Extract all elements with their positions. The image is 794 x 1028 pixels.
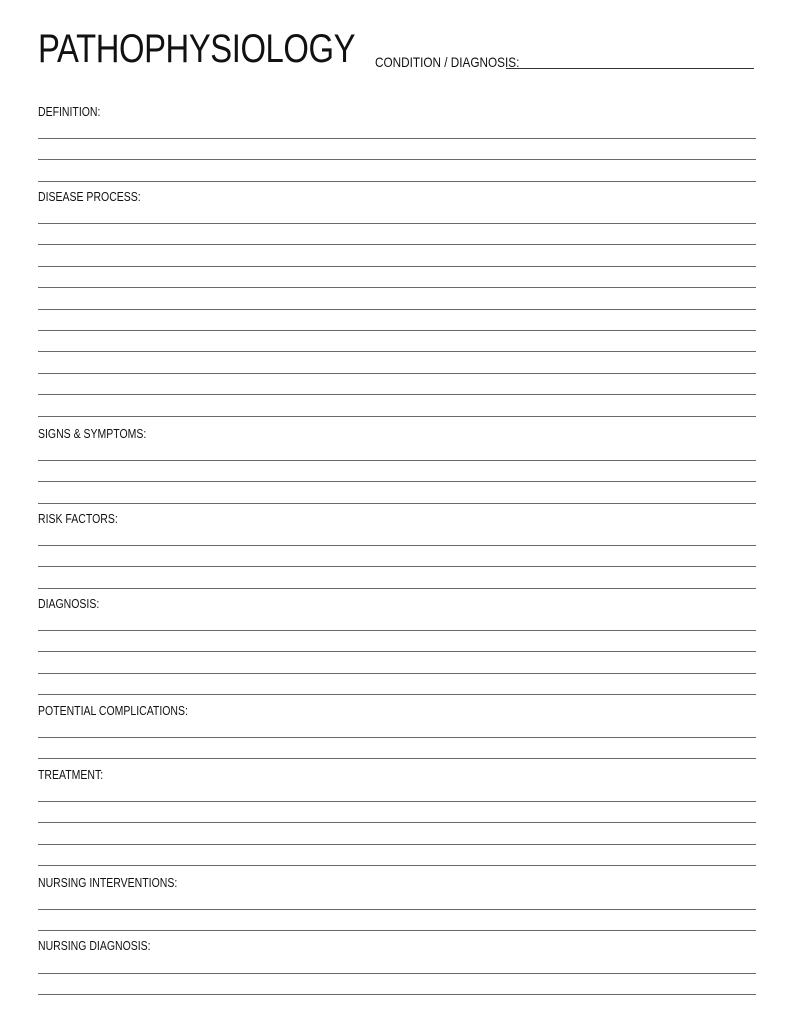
- write-line[interactable]: [38, 309, 756, 310]
- section-label-nursing-diagnosis: NURSING DIAGNOSIS:: [38, 939, 151, 953]
- write-line[interactable]: [38, 181, 756, 182]
- write-line[interactable]: [38, 159, 756, 160]
- write-line[interactable]: [38, 844, 756, 845]
- write-line[interactable]: [38, 737, 756, 738]
- write-line[interactable]: [38, 351, 756, 352]
- write-line[interactable]: [38, 865, 756, 866]
- write-line[interactable]: [38, 651, 756, 652]
- section-label-signs-symptoms: SIGNS & SYMPTOMS:: [38, 427, 147, 441]
- condition-input-line[interactable]: [506, 68, 754, 69]
- write-line[interactable]: [38, 503, 756, 504]
- section-label-definition: DEFINITION:: [38, 105, 101, 119]
- section-label-risk-factors: RISK FACTORS:: [38, 512, 118, 526]
- section-label-nursing-interventions: NURSING INTERVENTIONS:: [38, 876, 178, 890]
- write-line[interactable]: [38, 394, 756, 395]
- write-line[interactable]: [38, 460, 756, 461]
- write-line[interactable]: [38, 287, 756, 288]
- section-label-disease-process: DISEASE PROCESS:: [38, 190, 141, 204]
- write-line[interactable]: [38, 909, 756, 910]
- write-line[interactable]: [38, 373, 756, 374]
- write-line[interactable]: [38, 588, 756, 589]
- section-label-treatment: TREATMENT:: [38, 768, 104, 782]
- write-line[interactable]: [38, 481, 756, 482]
- write-line[interactable]: [38, 930, 756, 931]
- page-title: PATHOPHYSIOLOGY: [38, 27, 356, 71]
- write-line[interactable]: [38, 673, 756, 674]
- section-label-potential-complications: POTENTIAL COMPLICATIONS:: [38, 704, 188, 718]
- write-line[interactable]: [38, 244, 756, 245]
- write-line[interactable]: [38, 138, 756, 139]
- write-line[interactable]: [38, 330, 756, 331]
- section-label-diagnosis: DIAGNOSIS:: [38, 597, 100, 611]
- write-line[interactable]: [38, 694, 756, 695]
- write-line[interactable]: [38, 973, 756, 974]
- condition-label: CONDITION / DIAGNOSIS:: [375, 54, 520, 70]
- write-line[interactable]: [38, 545, 756, 546]
- write-line[interactable]: [38, 630, 756, 631]
- write-line[interactable]: [38, 822, 756, 823]
- write-line[interactable]: [38, 266, 756, 267]
- write-line[interactable]: [38, 994, 756, 995]
- write-line[interactable]: [38, 223, 756, 224]
- write-line[interactable]: [38, 758, 756, 759]
- write-line[interactable]: [38, 416, 756, 417]
- write-line[interactable]: [38, 801, 756, 802]
- write-line[interactable]: [38, 566, 756, 567]
